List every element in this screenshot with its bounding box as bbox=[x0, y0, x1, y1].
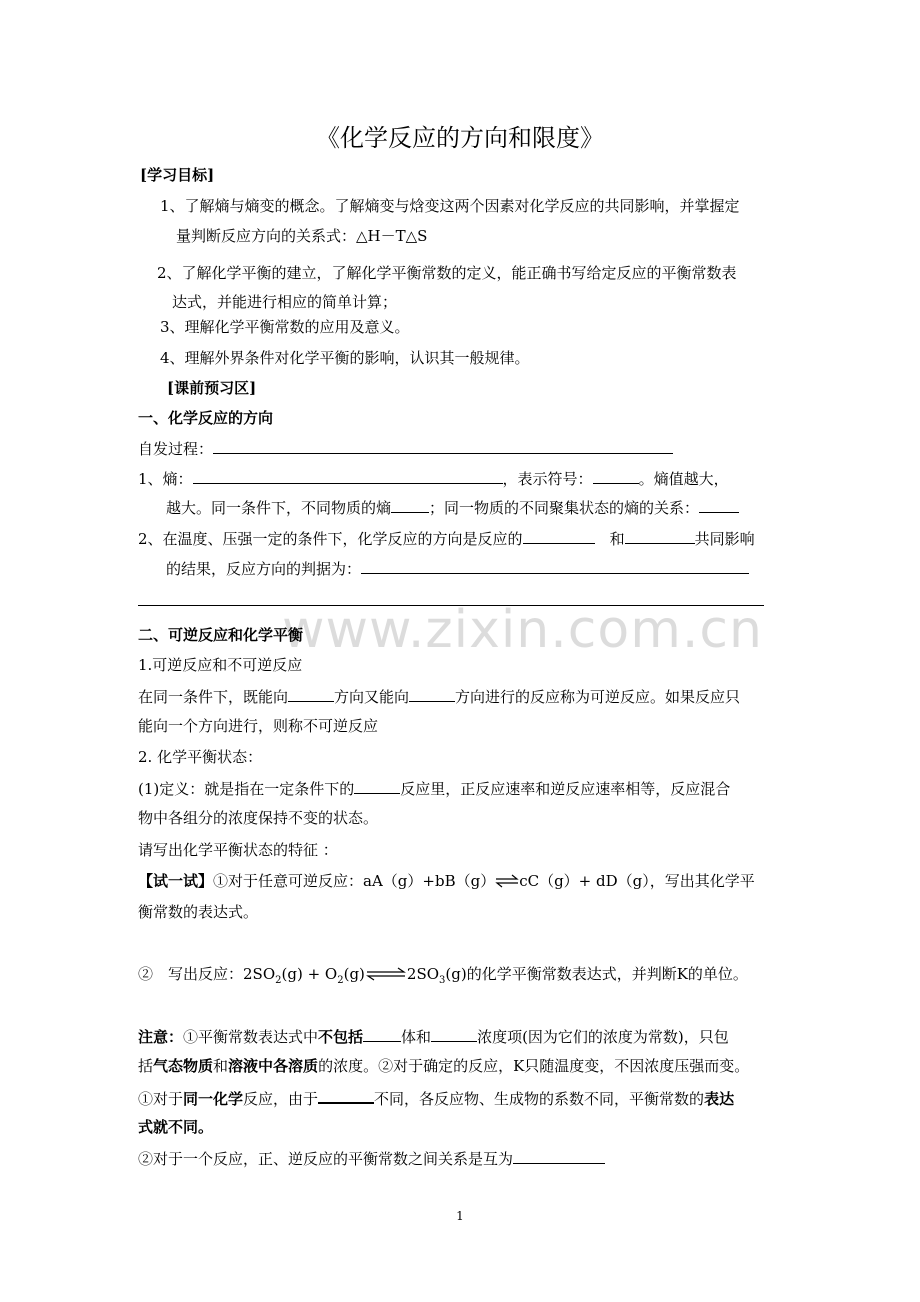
o2-text: (g) + O bbox=[281, 965, 338, 983]
definition-text-a: (1)定义：就是指在一定条件下的 bbox=[138, 780, 355, 798]
equilibrium-arrow-icon bbox=[365, 967, 407, 981]
and-text: 和 bbox=[609, 530, 625, 548]
goal-2-line-2: 达式，并能进行相应的简单计算； bbox=[172, 293, 398, 311]
note-text-f: 的浓度。②对于确定的反应，K只随温度变，不因浓度压强而变。 bbox=[318, 1057, 750, 1075]
note-line-1 bbox=[138, 1026, 729, 1047]
goal-1-line-2: 量判断反应方向的关系式：△H－T△S bbox=[176, 227, 428, 245]
joint-effect-text: 共同影响 bbox=[694, 530, 755, 548]
entropy-line-2 bbox=[166, 497, 739, 518]
note-label: 注意： bbox=[138, 1028, 184, 1046]
blank-direction-1[interactable] bbox=[523, 528, 595, 544]
direction-line-2 bbox=[166, 558, 749, 579]
entropy-state-text: ；同一物质的不同聚集状态的熵的关系： bbox=[429, 499, 700, 517]
equilibrium-arrow-icon bbox=[495, 874, 519, 888]
blank-entropy-state[interactable] bbox=[699, 497, 739, 513]
equilibrium-subheading: 2. 化学平衡状态： bbox=[138, 748, 263, 766]
criterion-text: 的结果，反应方向的判据为： bbox=[166, 560, 362, 578]
try-line-2: 衡常数的表达式。 bbox=[138, 903, 259, 921]
note-line-5 bbox=[138, 1148, 605, 1169]
try-label: 【试一试】 bbox=[138, 872, 214, 890]
entropy-larger-text: 。熵值越大， bbox=[638, 470, 729, 488]
direction-line-1 bbox=[138, 528, 755, 549]
definition-line-1 bbox=[138, 778, 730, 799]
try-text-c: (g)的化学平衡常数表达式，并判断K的单位。 bbox=[445, 965, 748, 983]
section-2-heading: 二、可逆反应和化学平衡 bbox=[138, 626, 304, 644]
note-bold-exclude: 不包括 bbox=[318, 1028, 364, 1046]
try-text-b: cC（g）+ dD（g），写出其化学平 bbox=[519, 872, 755, 890]
spontaneous-label: 自发过程： bbox=[138, 440, 214, 458]
note-text-h: 反应，由于 bbox=[243, 1090, 319, 1108]
note-bold-gas: 气态物质 bbox=[153, 1057, 214, 1075]
try-line-1 bbox=[138, 871, 755, 891]
reversible-text-a: 在同一条件下，既能向 bbox=[138, 688, 289, 706]
definition-text-b: 反应里，正反应速率和逆反应速率相等，反应混合 bbox=[400, 780, 731, 798]
subscript-2b: 2 bbox=[337, 975, 344, 986]
blank-entropy-def[interactable] bbox=[193, 468, 503, 484]
note-text-c: 浓度项(因为它们的浓度为常数)，只包 bbox=[477, 1028, 729, 1046]
blank-definition[interactable] bbox=[354, 778, 400, 794]
blank-entropy-symbol[interactable] bbox=[593, 468, 639, 484]
note-line-4: 式就不同。 bbox=[138, 1118, 214, 1136]
features-prompt: 请写出化学平衡状态的特征 ： bbox=[138, 841, 338, 859]
note-bold-same: 同一化学 bbox=[183, 1090, 244, 1108]
definition-line-2: 物中各组分的浓度保持不变的状态。 bbox=[138, 809, 379, 827]
try-line-3 bbox=[138, 964, 748, 984]
page-number: 1 bbox=[456, 1209, 464, 1223]
note-bold-expression: 表达 bbox=[704, 1090, 735, 1108]
entropy-line-1 bbox=[138, 468, 729, 489]
reversible-text-b: 方向又能向 bbox=[334, 688, 410, 706]
so3-text: 2SO bbox=[406, 965, 440, 983]
reversible-text-c: 方向进行的反应称为可逆反应。如果反应只 bbox=[455, 688, 741, 706]
blank-entropy-diff[interactable] bbox=[391, 497, 429, 513]
note-text-a: ①平衡常数表达式中 bbox=[183, 1028, 319, 1046]
goal-2-line-1: 2、了解化学平衡的建立，了解化学平衡常数的定义，能正确书写给定反应的平衡常数表 bbox=[157, 264, 737, 282]
blank-note-1[interactable] bbox=[363, 1026, 401, 1042]
entropy-label: 1、熵： bbox=[138, 470, 193, 488]
blank-reverse[interactable] bbox=[409, 686, 455, 702]
subscript-2: 2 bbox=[275, 975, 282, 986]
so2-text: ② 写出反应：2SO bbox=[138, 965, 276, 983]
section-1-heading: 一、化学反应的方向 bbox=[138, 409, 274, 427]
spontaneous-process-line bbox=[138, 438, 673, 459]
note-line-3 bbox=[138, 1087, 734, 1109]
note-text-d: 括 bbox=[138, 1057, 154, 1075]
reversible-line-2: 能向一个方向进行，则称不可逆反应 bbox=[138, 717, 379, 735]
blank-direction-2[interactable] bbox=[625, 528, 695, 544]
note-text-b: 体和 bbox=[401, 1028, 432, 1046]
blank-reciprocal[interactable] bbox=[513, 1148, 605, 1164]
try-text-a: ①对于任意可逆反应：aA（g）+bB（g） bbox=[213, 872, 496, 890]
reversible-line-1 bbox=[138, 686, 740, 707]
note-bold-solute: 溶液中各溶质 bbox=[228, 1057, 319, 1075]
goal-3: 3、理解化学平衡常数的应用及意义。 bbox=[160, 318, 410, 336]
blank-note-2[interactable] bbox=[431, 1026, 477, 1042]
o2-state: (g) bbox=[343, 965, 365, 983]
note-text-j: ②对于一个反应，正、逆反应的平衡常数之间关系是互为 bbox=[138, 1150, 514, 1168]
entropy-compare-text: 越大。同一条件下，不同物质的熵 bbox=[166, 499, 392, 517]
symbol-label: ，表示符号： bbox=[502, 470, 593, 488]
subscript-3: 3 bbox=[439, 975, 446, 986]
blank-note-3[interactable] bbox=[318, 1087, 374, 1104]
note-line-2 bbox=[138, 1056, 749, 1076]
note-text-e: 和 bbox=[213, 1057, 229, 1075]
page-title: 《化学反应的方向和限度》 bbox=[316, 124, 604, 152]
blank-forward[interactable] bbox=[288, 686, 334, 702]
learning-goals-heading: [学习目标] bbox=[140, 166, 215, 184]
goal-1-line-1: 1、了解熵与熵变的概念。了解熵变与焓变这两个因素对化学反应的共同影响，并掌握定 bbox=[160, 197, 740, 215]
note-text-g: ①对于 bbox=[138, 1090, 184, 1108]
goal-4: 4、理解外界条件对化学平衡的影响，认识其一般规律。 bbox=[160, 349, 530, 367]
note-text-i: 不同，各反应物、生成物的系数不同，平衡常数的 bbox=[374, 1090, 705, 1108]
watermark: www.zixin.com.cn bbox=[282, 600, 763, 660]
reversible-subheading: 1.可逆反应和不可逆反应 bbox=[138, 656, 303, 674]
blank-criterion[interactable] bbox=[361, 558, 749, 574]
blank-spontaneous[interactable] bbox=[213, 438, 673, 454]
direction-text: 2、在温度、压强一定的条件下，化学反应的方向是反应的 bbox=[138, 530, 523, 548]
preview-heading: [课前预习区] bbox=[167, 379, 257, 397]
